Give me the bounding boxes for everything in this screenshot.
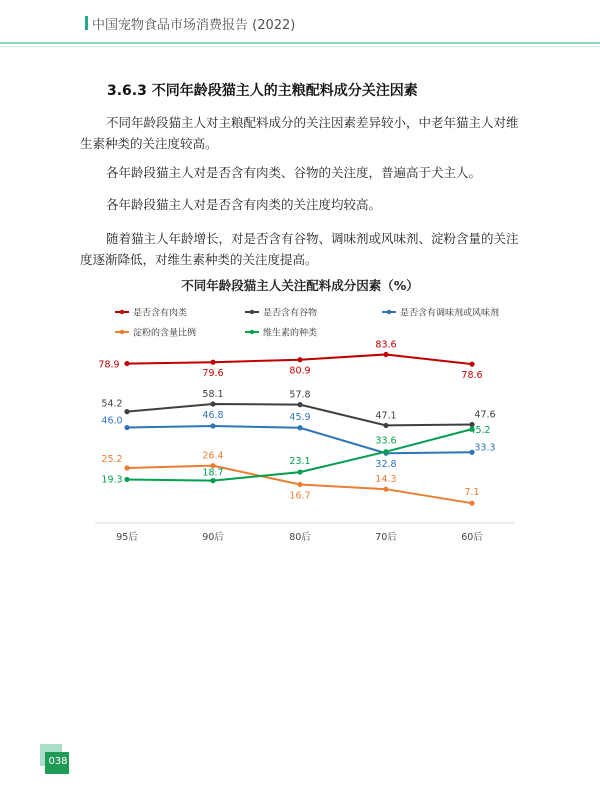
data-point-1-3 bbox=[383, 423, 388, 428]
data-label-2-3: 32.8 bbox=[375, 459, 397, 471]
legend-item-0 bbox=[115, 307, 187, 319]
legend-item-3 bbox=[115, 327, 196, 339]
data-label-2-1: 46.8 bbox=[202, 410, 224, 421]
data-point-0-0 bbox=[124, 361, 129, 366]
data-label-1-0: 54.2 bbox=[101, 398, 123, 410]
report-title: 中国宠物食品市场消费报告 (2022) bbox=[92, 18, 296, 33]
data-label-4-1: 18.7 bbox=[202, 467, 224, 479]
x-axis-ticks bbox=[116, 531, 483, 543]
legend-label-1: 是否含有谷物 bbox=[263, 308, 318, 319]
data-label-0-2: 80.9 bbox=[289, 365, 311, 377]
data-label-2-4: 33.3 bbox=[474, 442, 496, 454]
page-number: 038 bbox=[48, 756, 68, 767]
series-维生素的种类 bbox=[101, 425, 490, 485]
data-point-1-0 bbox=[124, 409, 129, 414]
data-label-1-1: 58.1 bbox=[202, 389, 224, 401]
legend-item-2 bbox=[382, 307, 499, 319]
header-accent-bar bbox=[85, 16, 88, 30]
legend-marker-3 bbox=[120, 330, 124, 334]
data-label-3-4: 7.1 bbox=[464, 487, 480, 499]
paragraph-meat-grain: 各年龄段猫主人对是否含有肉类、谷物的关注度，普遍高于犬主人。 bbox=[106, 165, 482, 180]
data-point-2-0 bbox=[124, 425, 129, 430]
data-point-4-1 bbox=[210, 478, 215, 483]
x-tick-label-2: 80后 bbox=[289, 532, 311, 543]
legend-label-4: 维生素的种类 bbox=[263, 328, 318, 339]
series-是否含有肉类 bbox=[98, 339, 482, 381]
legend-marker-0 bbox=[120, 310, 124, 314]
data-point-1-2 bbox=[297, 402, 302, 407]
x-tick-label-4: 60后 bbox=[461, 532, 483, 543]
data-label-0-3: 83.6 bbox=[375, 339, 397, 351]
data-point-3-3 bbox=[383, 487, 388, 492]
data-point-4-3 bbox=[383, 449, 388, 454]
chart-series bbox=[98, 339, 495, 505]
data-label-4-4: 45.2 bbox=[469, 425, 491, 437]
data-point-0-1 bbox=[210, 360, 215, 365]
x-tick-label-3: 70后 bbox=[375, 532, 397, 543]
data-point-0-3 bbox=[383, 352, 388, 357]
data-label-4-2: 23.1 bbox=[289, 456, 311, 468]
data-label-3-1: 26.4 bbox=[202, 450, 224, 462]
legend-marker-4 bbox=[250, 330, 254, 334]
paragraph-trend: 随着猫主人年龄增长，对是否含有谷物、调味剂或风味剂、淀粉含量的关注度逐渐降低，对维生素种类的关注度提高。 bbox=[80, 231, 519, 267]
paragraph-summary: 不同年龄段猫主人对主粮配料成分的关注因素差异较小，中老年猫主人对维生素种类的关注度较高。 bbox=[80, 115, 519, 151]
data-label-0-4: 78.6 bbox=[461, 370, 483, 382]
chart-svg bbox=[0, 270, 600, 560]
paragraph-meat: 各年龄段猫主人对是否含有肉类的关注度均较高。 bbox=[106, 197, 382, 212]
legend-label-3: 淀粉的含量比例 bbox=[133, 328, 197, 339]
data-label-4-3: 33.6 bbox=[375, 435, 397, 447]
data-label-3-3: 14.3 bbox=[375, 474, 397, 486]
data-label-2-0: 46.0 bbox=[101, 415, 123, 427]
legend-marker-2 bbox=[387, 310, 391, 314]
legend-item-1 bbox=[245, 307, 317, 319]
data-label-0-1: 79.6 bbox=[202, 368, 224, 380]
legend-label-2: 是否含有调味剂或风味剂 bbox=[400, 308, 500, 319]
data-label-0-0: 78.9 bbox=[98, 359, 120, 371]
data-label-2-2: 45.9 bbox=[289, 411, 311, 423]
data-point-2-2 bbox=[297, 425, 302, 430]
data-point-4-0 bbox=[124, 477, 129, 482]
header-divider bbox=[0, 42, 600, 44]
header-divider-light bbox=[0, 46, 600, 47]
chart-title: 不同年龄段猫主人关注配料成分因素（%） bbox=[181, 278, 419, 293]
data-point-3-0 bbox=[124, 465, 129, 470]
data-point-3-2 bbox=[297, 482, 302, 487]
x-tick-label-0: 95后 bbox=[116, 532, 138, 543]
legend-item-4 bbox=[245, 327, 317, 339]
x-tick-label-1: 90后 bbox=[202, 532, 224, 543]
data-label-4-0: 19.3 bbox=[101, 474, 123, 486]
data-label-3-2: 16.7 bbox=[289, 490, 311, 502]
line-chart bbox=[0, 270, 600, 560]
data-label-1-4: 47.6 bbox=[474, 409, 496, 421]
data-point-0-4 bbox=[469, 362, 474, 367]
legend-label-0: 是否含有肉类 bbox=[133, 308, 188, 319]
data-point-2-1 bbox=[210, 423, 215, 428]
data-point-4-2 bbox=[297, 469, 302, 474]
chart-legend bbox=[115, 307, 499, 339]
data-point-0-2 bbox=[297, 357, 302, 362]
section-title: 3.6.3 不同年龄段猫主人的主粮配料成分关注因素 bbox=[107, 83, 418, 99]
data-point-3-4 bbox=[469, 501, 474, 506]
legend-marker-1 bbox=[250, 310, 254, 314]
data-label-3-0: 25.2 bbox=[101, 454, 123, 465]
data-point-1-1 bbox=[210, 401, 215, 406]
data-label-1-3: 47.1 bbox=[375, 410, 397, 422]
data-label-1-2: 57.8 bbox=[289, 389, 311, 401]
